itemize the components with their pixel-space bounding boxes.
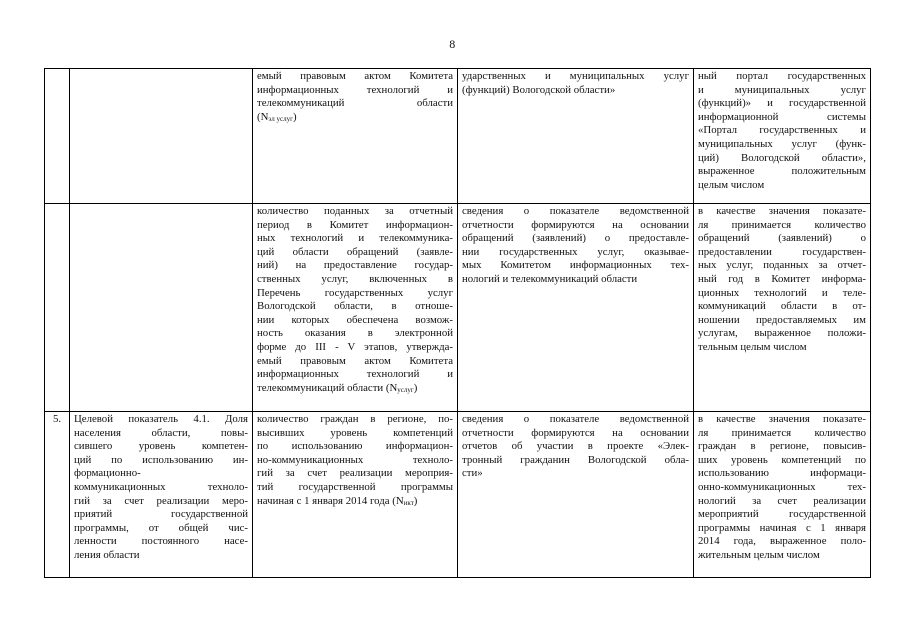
definition-cell bbox=[253, 412, 458, 578]
text-line bbox=[698, 111, 866, 125]
text-line bbox=[74, 522, 248, 536]
table-row bbox=[45, 204, 871, 412]
text-line bbox=[74, 467, 248, 481]
text-line-content: нии которых обеспечена возмож- bbox=[257, 313, 453, 326]
table-row bbox=[45, 69, 871, 204]
text-line-content: ленности постоянного насе- bbox=[74, 535, 248, 548]
text-line-content: тий государственной программы bbox=[257, 480, 453, 493]
text-line bbox=[257, 341, 453, 355]
page-number: 8 bbox=[449, 37, 456, 51]
text-line bbox=[74, 549, 248, 563]
text-line-content: в качестве значения показате- bbox=[698, 413, 866, 425]
text-line-content: и муниципальных услуг bbox=[698, 83, 866, 96]
text-line bbox=[698, 84, 866, 98]
text-line bbox=[257, 481, 453, 495]
text-line-content: ний) на предоставление государ- bbox=[257, 259, 453, 272]
text-line bbox=[257, 246, 453, 260]
text-line bbox=[74, 440, 248, 454]
indicator-name-cell bbox=[70, 204, 253, 412]
text-line-content: нологий и телекоммуникаций области bbox=[462, 272, 638, 285]
text-line-content: информационной системы bbox=[698, 110, 866, 123]
text-line bbox=[698, 314, 866, 328]
text-line bbox=[698, 124, 866, 138]
text-line bbox=[698, 259, 866, 273]
text-line-content: нии государственных услуг, оказывае- bbox=[462, 245, 689, 258]
text-line-content: (функций) Вологодской области» bbox=[462, 83, 616, 96]
text-line-content: 2014 года, выраженное поло- bbox=[698, 535, 866, 548]
text-line bbox=[698, 273, 866, 287]
text-line bbox=[462, 259, 689, 273]
text-line bbox=[462, 70, 689, 84]
text-line-content: Вологодской области, в отноше- bbox=[257, 300, 453, 313]
text-line-content: граждан в регионе, повысив- bbox=[698, 440, 866, 453]
calculation-method-cell bbox=[694, 412, 871, 578]
text-line bbox=[257, 355, 453, 369]
text-line-content: обращений (заявлений) о bbox=[698, 232, 866, 245]
text-line bbox=[74, 413, 248, 427]
text-line-content: муниципальных услуг (функ- bbox=[698, 137, 866, 150]
indicator-table bbox=[44, 68, 871, 578]
text-line-suffix: ) bbox=[413, 381, 418, 394]
text-line-content: мероприятий государственной bbox=[698, 508, 866, 521]
text-line-suffix: ) bbox=[293, 110, 297, 123]
text-line bbox=[462, 427, 689, 441]
text-line bbox=[698, 205, 866, 219]
text-line bbox=[462, 413, 689, 427]
text-line-content: формационно- bbox=[74, 467, 141, 480]
text-line bbox=[257, 454, 453, 468]
text-line bbox=[698, 481, 866, 495]
text-line-content: информационных технологий и bbox=[257, 368, 453, 381]
text-line-content: емый правовым актом Комитета bbox=[257, 354, 453, 367]
text-line-content: гий за счет реализации меро- bbox=[74, 494, 248, 507]
text-line-content: начиная с 1 января 2014 года (N bbox=[257, 494, 404, 507]
text-line-content: ных технологий и телекоммуника- bbox=[257, 232, 453, 245]
text-line bbox=[257, 314, 453, 328]
text-line-content: населения области, повы- bbox=[74, 426, 248, 439]
text-line-content: коммуникаций области в от- bbox=[698, 300, 866, 313]
text-line bbox=[698, 287, 866, 301]
text-line bbox=[698, 97, 866, 111]
text-line-content: выраженное положительным bbox=[698, 165, 866, 178]
text-line bbox=[698, 232, 866, 246]
text-line-content: тронный гражданин Вологодской обла- bbox=[462, 453, 689, 466]
text-line bbox=[74, 508, 248, 522]
text-line bbox=[257, 97, 453, 111]
text-line-content: гий за счет реализации мероприя- bbox=[257, 467, 453, 480]
text-line bbox=[257, 327, 453, 341]
text-line bbox=[462, 454, 689, 468]
text-line-content: онно-коммуникационных тех- bbox=[698, 480, 866, 493]
text-line bbox=[257, 232, 453, 246]
text-line bbox=[698, 70, 866, 84]
text-line-content: «Портал государственных и bbox=[698, 124, 866, 137]
text-line bbox=[698, 495, 866, 509]
text-line bbox=[462, 273, 689, 287]
text-line-content: нологий за счет реализации bbox=[698, 494, 866, 507]
text-line-content: отчетов об участии в проекте «Элек- bbox=[462, 440, 689, 453]
indicator-name-cell bbox=[70, 69, 253, 204]
text-line bbox=[698, 300, 866, 314]
text-line-content: программы начиная с 1 января bbox=[698, 521, 866, 534]
text-line-content: ля принимается количество bbox=[698, 218, 866, 231]
text-line-content: Перечень государственных услуг bbox=[257, 286, 453, 299]
text-line-content: сившего уровень компетен- bbox=[74, 440, 248, 453]
row-number-cell bbox=[45, 412, 70, 578]
text-line-content: сведения о показателе ведомственной bbox=[462, 413, 689, 425]
text-line-content: отчетности формируются на основании bbox=[462, 426, 689, 439]
text-line bbox=[257, 273, 453, 287]
text-line-content: количество граждан в регионе, по- bbox=[257, 413, 453, 425]
text-line-content: ношении предоставляемых им bbox=[698, 313, 866, 326]
text-line-content: предоставлении государствен- bbox=[698, 245, 866, 258]
text-line-content: телекоммуникаций области (N bbox=[257, 381, 398, 394]
text-line-content: Целевой показатель 4.1. Доля bbox=[74, 413, 248, 425]
text-line bbox=[257, 287, 453, 301]
text-line bbox=[74, 427, 248, 441]
text-line bbox=[698, 165, 866, 179]
text-line bbox=[698, 508, 866, 522]
text-line-content: обращений (заявлений) о предоставле- bbox=[462, 232, 689, 245]
text-line-content: в качестве значения показате- bbox=[698, 205, 866, 217]
text-line bbox=[257, 70, 453, 84]
text-line-content: услугам, выраженное положи- bbox=[698, 327, 866, 340]
text-line-content: количество поданных за отчетный bbox=[257, 205, 453, 217]
text-line-content: ционных технологий и теле- bbox=[698, 286, 866, 299]
text-line bbox=[698, 179, 866, 193]
text-line-content: ность оказания в электронной bbox=[257, 327, 453, 340]
row-number: 5. bbox=[52, 413, 62, 425]
text-line bbox=[698, 152, 866, 166]
text-line-content: приятий государственной bbox=[74, 508, 248, 521]
indicator-name-cell bbox=[70, 412, 253, 578]
text-line-content: мых Комитетом информационных тех- bbox=[462, 259, 689, 272]
text-line-content: коммуникационных техноло- bbox=[74, 480, 248, 493]
text-line bbox=[257, 495, 453, 511]
text-line-content: сти» bbox=[462, 467, 483, 480]
text-line-content: целым числом bbox=[698, 178, 765, 191]
text-line bbox=[698, 454, 866, 468]
data-source-cell bbox=[458, 69, 694, 204]
text-line bbox=[74, 454, 248, 468]
text-line bbox=[698, 535, 866, 549]
text-line bbox=[74, 481, 248, 495]
text-line-content: ля принимается количество bbox=[698, 426, 866, 439]
text-line bbox=[257, 84, 453, 98]
text-line bbox=[257, 440, 453, 454]
subscript: услуг bbox=[397, 385, 414, 394]
text-line bbox=[698, 138, 866, 152]
text-line-content: информационных технологий и bbox=[257, 83, 453, 96]
text-line-content: ления области bbox=[74, 548, 140, 561]
text-line-content: отчетности формируются на основании bbox=[462, 218, 689, 231]
text-line bbox=[257, 382, 453, 398]
data-source-cell bbox=[458, 204, 694, 412]
text-line-suffix: ) bbox=[413, 494, 418, 507]
table-row bbox=[45, 412, 871, 578]
text-line-content: жительным целым числом bbox=[698, 548, 820, 561]
text-line bbox=[257, 413, 453, 427]
subscript: эл услуг bbox=[268, 114, 293, 123]
text-line bbox=[462, 232, 689, 246]
text-line bbox=[257, 259, 453, 273]
text-line-content: программы, от общей чис- bbox=[74, 521, 248, 534]
definition-cell bbox=[253, 69, 458, 204]
text-line bbox=[698, 246, 866, 260]
text-line-content: телекоммуникаций области bbox=[257, 97, 453, 110]
text-line bbox=[257, 467, 453, 481]
calculation-method-cell bbox=[694, 69, 871, 204]
text-line bbox=[462, 246, 689, 260]
text-line-content: сведения о показателе ведомственной bbox=[462, 205, 689, 217]
text-line-content: форме до III - V этапов, утвержда- bbox=[257, 340, 453, 353]
text-line-content: ций по использованию ин- bbox=[74, 453, 248, 466]
text-line-content: ций) Вологодской области», bbox=[698, 151, 866, 164]
text-line bbox=[698, 427, 866, 441]
text-line bbox=[257, 219, 453, 233]
text-line bbox=[698, 327, 866, 341]
text-line-content: (N bbox=[257, 110, 269, 123]
calculation-method-cell bbox=[694, 204, 871, 412]
text-line bbox=[257, 111, 453, 127]
text-line bbox=[257, 300, 453, 314]
text-line bbox=[698, 522, 866, 536]
text-line bbox=[698, 467, 866, 481]
text-line bbox=[462, 84, 689, 98]
text-line-content: период в Комитет информацион- bbox=[257, 218, 453, 231]
text-line-content: тельным целым числом bbox=[698, 340, 807, 353]
text-line bbox=[257, 427, 453, 441]
text-line-content: ших уровень компетенций по bbox=[698, 453, 866, 466]
subscript: икт bbox=[403, 498, 414, 507]
text-line bbox=[462, 440, 689, 454]
text-line-content: ударственных и муниципальных услуг bbox=[462, 70, 689, 82]
text-line-content: ный портал государственных bbox=[698, 70, 866, 82]
text-line bbox=[257, 205, 453, 219]
text-line-content: ственных услуг, включенных в bbox=[257, 272, 453, 285]
data-source-cell bbox=[458, 412, 694, 578]
text-line bbox=[698, 440, 866, 454]
text-line-content: ный год в Комитет информа- bbox=[698, 272, 866, 285]
text-line bbox=[698, 413, 866, 427]
text-line bbox=[698, 341, 866, 355]
row-number-cell bbox=[45, 204, 70, 412]
text-line bbox=[257, 368, 453, 382]
text-line-content: по использованию информацион- bbox=[257, 440, 453, 453]
text-line bbox=[74, 535, 248, 549]
text-line bbox=[698, 219, 866, 233]
definition-cell bbox=[253, 204, 458, 412]
text-line bbox=[698, 549, 866, 563]
text-line-content: емый правовым актом Комитета bbox=[257, 70, 453, 82]
text-line bbox=[462, 219, 689, 233]
text-line-content: высивших уровень компетенций bbox=[257, 426, 453, 439]
text-line bbox=[74, 495, 248, 509]
text-line bbox=[462, 205, 689, 219]
text-line-content: использованию информаци- bbox=[698, 467, 866, 480]
row-number-cell bbox=[45, 69, 70, 204]
text-line-content: ных услуг, поданных за отчет- bbox=[698, 259, 866, 272]
text-line-content: но-коммуникационных техноло- bbox=[257, 453, 453, 466]
text-line-content: (функций)» и государственной bbox=[698, 97, 866, 110]
text-line-content: ций области обращений (заявле- bbox=[257, 245, 453, 258]
text-line bbox=[462, 467, 689, 481]
